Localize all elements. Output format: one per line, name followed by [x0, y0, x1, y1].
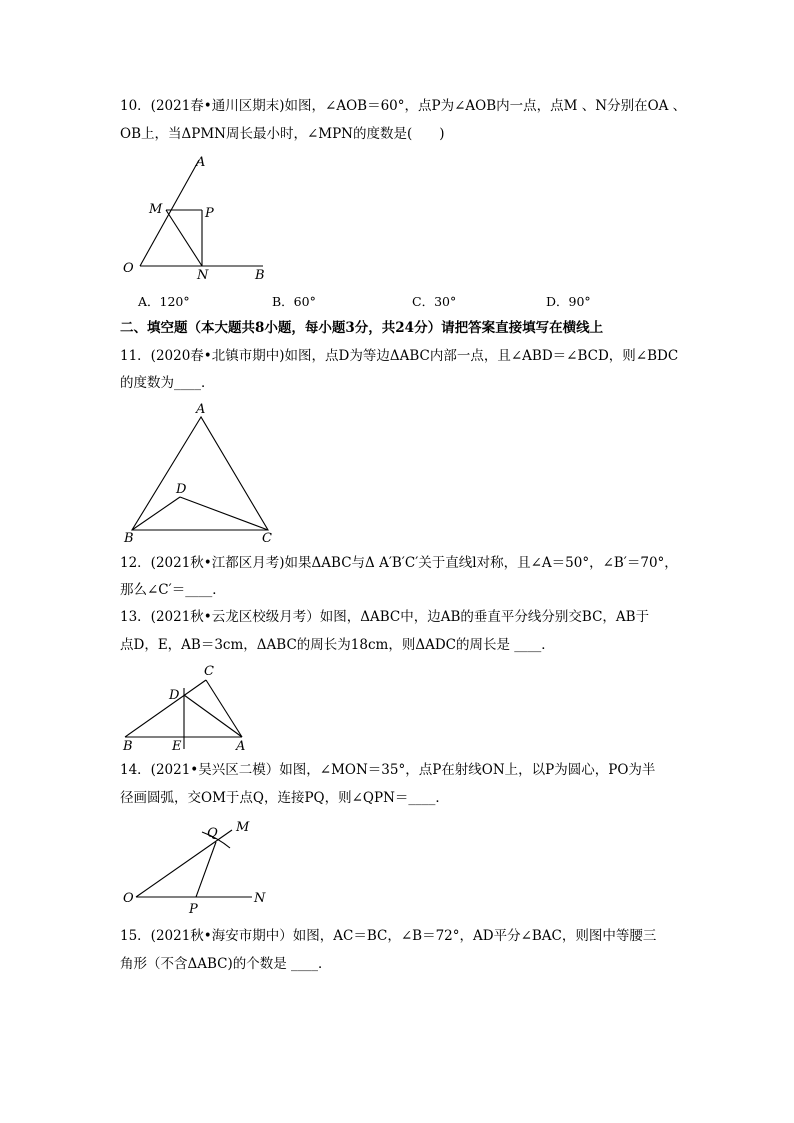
q10-segment-mn	[166, 210, 202, 266]
q10-label-n: N	[197, 268, 209, 283]
q13-text-line1: 13．(2021秋•云龙区校级月考）如图，ΔABC中，边AB的垂直平分线分别交BC，AB于	[120, 609, 650, 625]
q13-label-b: B	[123, 739, 133, 754]
q13-figure	[115, 660, 260, 755]
q15-text-line1: 15．(2021秋•海安市期中）如图，AC＝BC，∠B＝72°，AD平分∠BAC，则图中等腰三	[120, 928, 657, 944]
q10-label-m: M	[149, 202, 163, 217]
q14-segment-pq	[196, 842, 216, 897]
q14-label-o: O	[123, 891, 134, 906]
q13-segment-da	[184, 695, 242, 737]
q14-figure	[118, 812, 278, 922]
q10-text-line2: OB上，当ΔPMN周长最小时，∠MPN的度数是( )	[120, 126, 445, 142]
q11-label-c: C	[262, 531, 272, 546]
q11-segment-dc	[180, 497, 268, 530]
q12-text-line1: 12．(2021秋•江都区月考)如果ΔABC与Δ A′B′C′关于直线l对称，且∠A＝50°，∠B′＝70°，	[120, 555, 678, 571]
q15-text-line2: 角形（不含ΔABC)的个数是 ____．	[120, 956, 332, 972]
q10-option-d: D．90°	[546, 294, 591, 309]
q10-label-a: A	[196, 155, 206, 170]
q13-label-e: E	[172, 739, 182, 754]
q10-option-a: A．120°	[138, 294, 190, 309]
q10-option-c: C．30°	[412, 294, 457, 309]
section2-heading: 二、填空题（本大题共8小题，每小题3分，共24分）请把答案直接填写在横线上	[120, 320, 604, 336]
q13-text-line2: 点D，E，AB＝3cm，ΔABC的周长为18cm，则ΔADC的周长是 ____．	[120, 637, 555, 653]
q12-text-line2: 那么∠C′＝____．	[120, 582, 226, 598]
q11-label-d: D	[176, 482, 187, 497]
q13-label-d: D	[169, 688, 180, 703]
q10-option-b: B．60°	[272, 294, 316, 309]
q14-label-m: M	[236, 820, 250, 835]
q10-label-p: P	[205, 206, 214, 221]
q13-segment-bc	[125, 680, 206, 737]
q11-triangle-abc	[132, 417, 268, 530]
q13-label-a: A	[236, 739, 246, 754]
q11-label-a: A	[196, 402, 206, 417]
q10-text-line1: 10．(2021春•通川区期末)如图，∠AOB＝60°，点P为∠AOB内一点，点M 、N分别在OA 、	[120, 98, 687, 114]
q14-label-n: N	[254, 891, 266, 906]
q13-segment-ca	[206, 680, 242, 737]
q11-figure	[120, 400, 280, 548]
q11-segment-bd	[132, 497, 180, 530]
q11-text-line1: 11．(2020春•北镇市期中)如图，点D为等边ΔABC内部一点，且∠ABD＝∠BCD，则∠BDC	[120, 348, 679, 364]
q14-text-line1: 14．(2021•吴兴区二模）如图，∠MON＝35°，点P在射线ON上，以P为圆心，PO为半	[120, 762, 656, 778]
q10-label-b: B	[255, 268, 265, 283]
q14-label-q: Q	[207, 826, 218, 841]
q14-label-p: P	[189, 902, 198, 917]
q10-label-o: O	[123, 261, 134, 276]
q13-label-c: C	[204, 664, 214, 679]
q11-label-b: B	[124, 531, 134, 546]
q14-text-line2: 径画圆弧，交OM于点Q，连接PQ，则∠QPN＝____．	[120, 790, 449, 806]
q11-text-line2: 的度数为____．	[120, 375, 215, 391]
q10-figure	[115, 152, 280, 287]
